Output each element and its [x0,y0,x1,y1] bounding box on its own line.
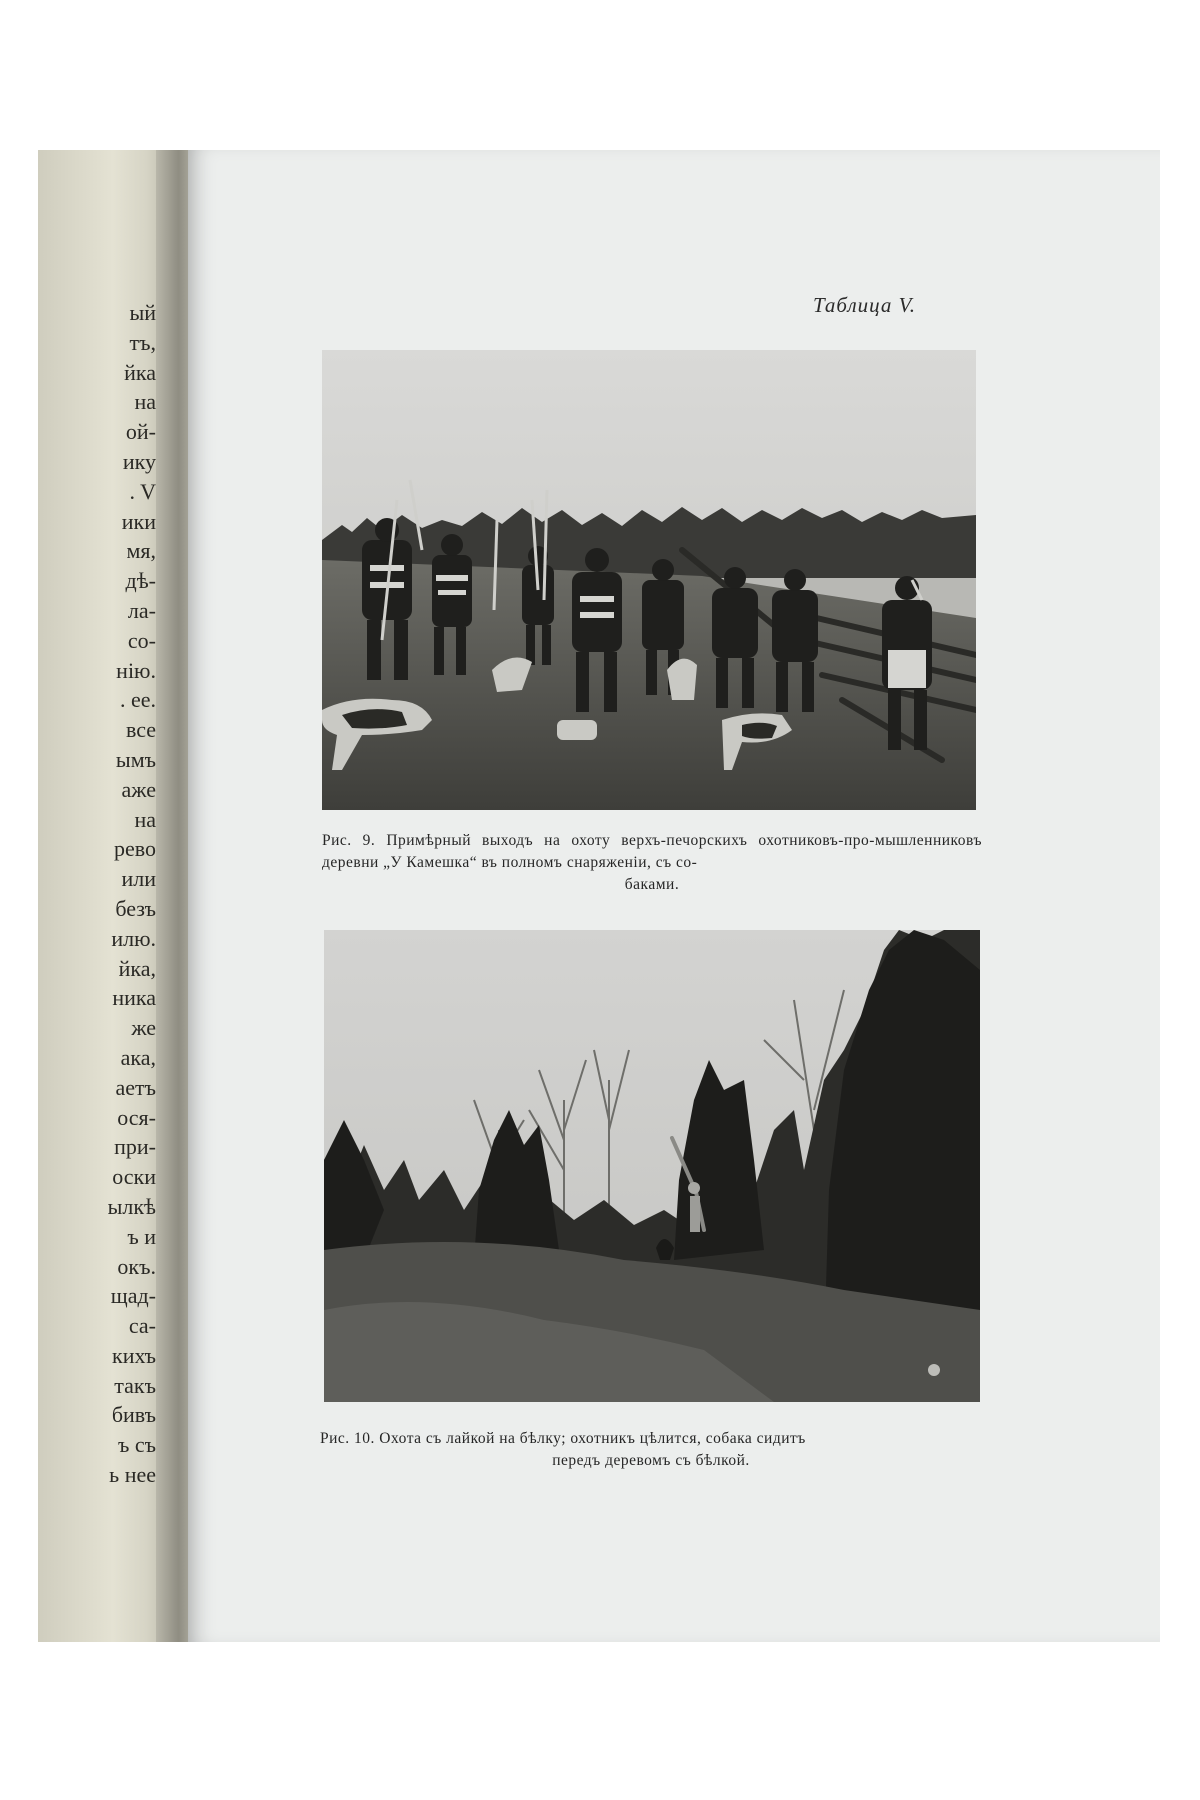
figure-10-caption [320,1428,982,1472]
left-page-line: все [125,717,156,743]
left-page-line: тъ, [129,329,156,355]
left-page-line: нію. [116,657,156,683]
left-page-line: ымъ [115,746,156,772]
left-page-line: ылкѣ [107,1193,156,1219]
figure-9-caption-text: Рис. 9. Примѣрный выходъ на охоту верхъ-печорскихъ охотниковъ-про-мышленниковъ деревни „У Камешка“ въ полномъ снаряженіи, съ со- [322,832,982,871]
left-page-line: такъ [114,1372,156,1398]
left-page-line: оски [112,1164,156,1190]
figure-10-caption-last-line: передъ деревомъ съ бѣлкой. [552,1452,750,1469]
left-page-line: ника [112,985,156,1011]
left-page-line: аетъ [115,1074,156,1100]
figure-9-caption [322,830,982,896]
left-page-line: илю. [111,925,156,951]
left-page-line: со- [127,627,156,653]
left-page-line: ла- [127,597,156,623]
left-page-line: . V [129,478,156,504]
left-page-line: мя, [126,538,156,564]
left-page-line: на [134,389,156,415]
left-page-line: ъ съ [117,1432,156,1458]
left-page-line: ь нее [109,1462,156,1488]
left-page-line: ой- [125,419,156,445]
left-page-line: ака, [120,1044,156,1070]
figure-9-caption-last-line: баками. [624,876,680,893]
left-page-line: окъ. [117,1253,156,1279]
left-page-line: же [131,1015,156,1041]
left-page-line: безъ [115,895,156,921]
left-page-line: . ее. [119,687,156,713]
figure-10-photo [324,930,980,1402]
book-photo [38,150,1160,1642]
left-page-line: щад- [110,1283,156,1309]
left-page-line: кихъ [112,1342,156,1368]
left-page-line: йка [124,359,156,385]
left-page-line: дѣ- [125,568,156,594]
left-page-line: или [121,866,156,892]
left-page [38,150,174,1642]
left-page-line: ъ и [127,1223,156,1249]
left-page-line: рево [113,836,156,862]
table-label: Таблица V. [813,293,916,317]
left-page-line: ики [121,508,156,534]
left-page-line: ый [129,300,156,325]
left-page-text [46,298,156,1490]
figure-10-caption-text: Рис. 10. Охота съ лайкой на бѣлку; охотникъ цѣлится, собака сидитъ [320,1430,806,1447]
left-page-line: са- [128,1313,156,1339]
left-page-line: йка, [118,955,156,981]
left-page-line: бивъ [111,1402,156,1428]
left-page-line: ося- [117,1104,156,1130]
left-page-line: на [134,806,156,832]
left-page-line: аже [121,776,156,802]
left-page-line: при- [114,1134,156,1160]
right-page [188,150,1160,1642]
left-page-line: ику [122,448,156,474]
figure-9-photo [322,350,976,810]
